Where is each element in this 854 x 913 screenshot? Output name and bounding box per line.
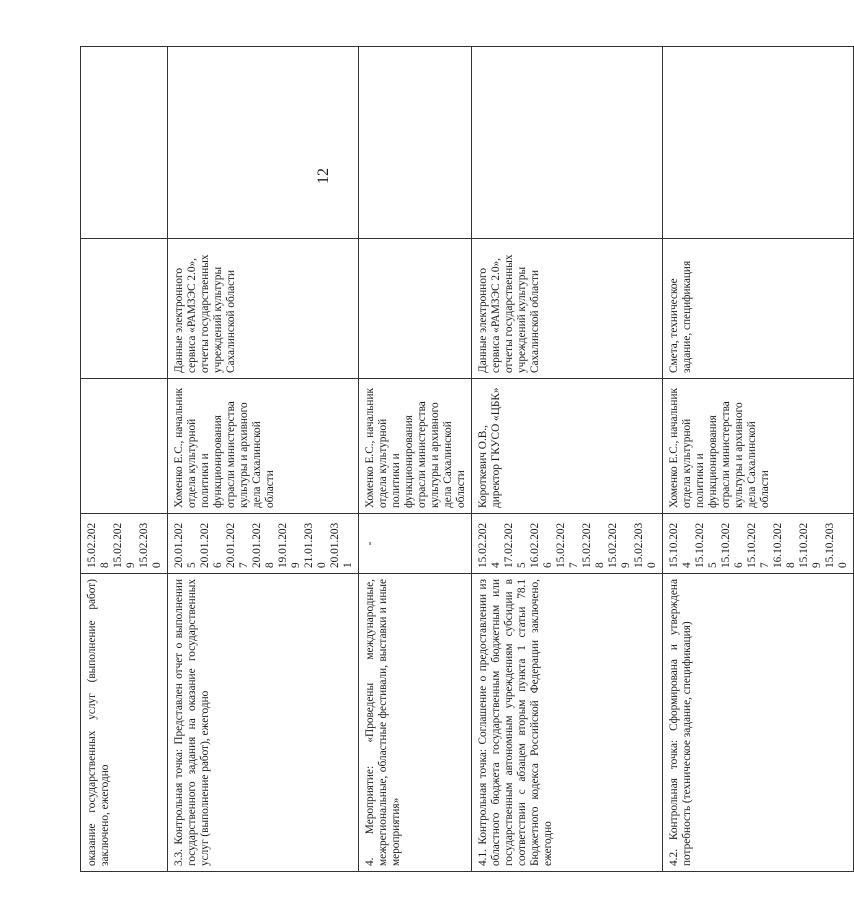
row-name-cell: оказание государственных услуг (выполнение работ) заключено, ежегодно [81, 574, 168, 872]
table-row [168, 47, 359, 872]
row-document-cell: Данные электронного сервиса «РАМЗЭС 2.0», отчеты государственных учреждений культуры Сахалинской области [472, 239, 663, 379]
table-viewport [80, 46, 849, 872]
row-dates-cell [359, 514, 472, 574]
row-name-cell: 4.2. Контрольная точка: Сформирована и утверждена потребность (техническое задание, спецификация) [663, 574, 854, 872]
row-responsible-cell [81, 379, 168, 514]
plan-table [80, 46, 854, 872]
row-extra-cell [472, 47, 663, 239]
date-value: 15.02.2029 [607, 522, 632, 568]
date-value: 15.10.2030 [824, 522, 849, 568]
table-row [359, 47, 472, 872]
date-value: 16.10.2028 [772, 522, 797, 568]
row-extra-cell [359, 47, 472, 239]
date-value: 15.02.2030 [138, 522, 163, 568]
table-row [472, 47, 663, 872]
row-name-cell: 4.1. Контрольная точка: Соглашение о предоставлении из областного бюджета государственным бюджетным или государственным автономным учреждениям субсидии в соответствии с абзацем вторым пункта 1 статьи 78.1 Бюджетного кодекса Российской Федерации заключено, ежегодно [472, 574, 663, 872]
row-extra-cell [81, 47, 168, 239]
row-document-cell [359, 239, 472, 379]
date-value: 20.01.2028 [251, 522, 276, 568]
date-value: 15.10.2025 [694, 522, 719, 568]
date-value: 20.01.2026 [199, 522, 224, 568]
date-value: 15.10.2027 [746, 522, 771, 568]
row-document-cell: Данные электронного сервиса «РАМЗЭС 2.0», отчеты государственных учреждений культуры Сахалинской области [168, 239, 359, 379]
date-value: 15.02.2028 [86, 522, 111, 568]
date-value: 16.02.2026 [529, 522, 554, 568]
date-value: 20.01.2031 [329, 522, 354, 568]
table-row [663, 47, 854, 872]
date-value: 15.02.2027 [555, 522, 580, 568]
row-responsible-cell: Хоменко Е.С., начальник отдела культурной политики и функционирования отрасли министерства культуры и архивного дела Сахалинской области [359, 379, 472, 514]
row-extra-cell [663, 47, 854, 239]
date-value: 19.01.2029 [277, 522, 302, 568]
table-row [81, 47, 168, 872]
row-extra-cell [168, 47, 359, 239]
date-value: 17.02.2025 [503, 522, 528, 568]
row-document-cell: Смета, техническое задание, спецификация [663, 239, 854, 379]
date-value: 15.10.2029 [798, 522, 823, 568]
row-responsible-cell: Короткевич О.В., директор ГКУСО «ЦБК» [472, 379, 663, 514]
date-value: 20.01.2025 [173, 522, 198, 568]
row-responsible-cell: Хоменко Е.С., начальник отдела культурной политики и функционирования отрасли министерства культуры и архивного дела Сахалинской области [663, 379, 854, 514]
date-value: 21.01.2030 [303, 522, 328, 568]
row-dates-cell [81, 514, 168, 574]
rotated-table-container [80, 46, 849, 872]
date-value: 15.02.2024 [477, 522, 502, 568]
date-value: 15.10.2024 [668, 522, 693, 568]
date-value: 15.10.2026 [720, 522, 745, 568]
date-value: 20.01.2027 [225, 522, 250, 568]
row-document-cell [81, 239, 168, 379]
page-number: 12 [315, 168, 332, 184]
date-value: 15.02.2030 [633, 522, 658, 568]
date-value: 15.02.2029 [112, 522, 137, 568]
date-value: 15.02.2028 [581, 522, 606, 568]
row-responsible-cell: Хоменко Е.С., начальник отдела культурной политики и функционирования отрасли министерства культуры и архивного дела Сахалинской области [168, 379, 359, 514]
date-value: - [364, 541, 376, 546]
row-name-cell: 4. Мероприятие: «Проведены международные, межрегиональные, областные фестивали, выставки и иные мероприятия» [359, 574, 472, 872]
row-dates-cell [663, 514, 854, 574]
row-name-cell: 3.3. Контрольная точка: Представлен отчет о выполнении государственного задания на оказание государственных услуг (выполнение работ), ежегодно [168, 574, 359, 872]
row-dates-cell [472, 514, 663, 574]
row-dates-cell [168, 514, 359, 574]
